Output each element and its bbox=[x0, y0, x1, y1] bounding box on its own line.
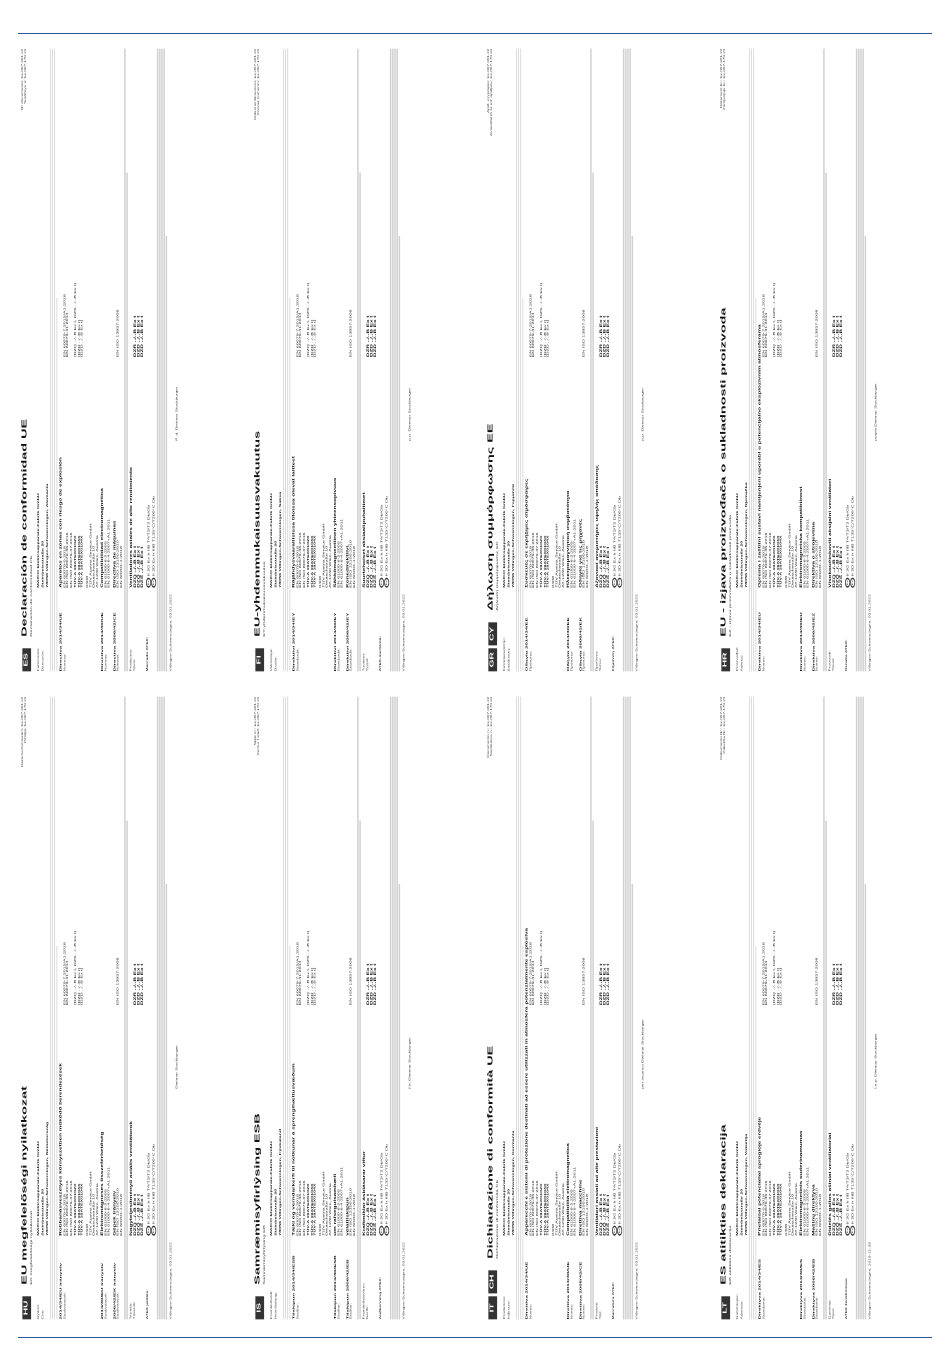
manufacturer-label: Fabricante: bbox=[36, 647, 40, 672]
atex-norms: Norme: EN 60079-0:2018 EN ISO 80079-36:2016 EN ISO 80079-37:2016 EN 60079-7:2015/A1:2018 EN 60079-31:2014 bbox=[528, 942, 539, 1320]
legal-text-block bbox=[283, 697, 291, 1320]
document-number: Dokumentumszám: Ex-007.301.22 Pótolja: Ex-007.170.21 bbox=[20, 696, 27, 768]
notified-body: 0408 TÜV Austria Service GmbH Deutschstraße 10 AT-1230 Wien, Austria bbox=[551, 523, 565, 588]
ebt-certificates: TÜV-A 19ATEX0102X TÜV-A 19ATEX0103X TÜV-A 19ATEX0104X (DZQ ../..B Ex t, DZS ../..B Ex t) (DZR ../..B Ex t) (DZD ../..B Ex t) bbox=[540, 930, 550, 1236]
declaration-title: Δήλωση συμμόρφωσης ΕΕ bbox=[486, 423, 495, 611]
country-code-badge: ES bbox=[22, 648, 31, 671]
ex-mark-icon: Ex bbox=[612, 1226, 617, 1236]
address-city: 78056 Villingen-Schwenningen, Γερμανία bbox=[511, 483, 515, 588]
notified-body: 0408 TÜV Austria Service GmbH Deutschstraße 10 AT-1230 Wien, Austria bbox=[551, 1171, 565, 1236]
atex-marking: Marcatura ATEX: ExII 2G Ex h IIB T4/T3/T2 Db/Gb ExII 2D Ex h IIIB T135°C/T200°C Db bbox=[611, 1144, 621, 1320]
machinery-norms: Πρότυπα: EN ISO 12100:2010 EN 60204-1:2018 EN ISO 13857:2008 bbox=[582, 309, 589, 672]
ex-mark-icon: Ex bbox=[151, 1226, 156, 1236]
address-city: 78056 Villingen-Schwenningen, Germania bbox=[511, 1130, 515, 1236]
products: Prodotti: Ventilatori assiali ad alte prestazioni bbox=[594, 1127, 599, 1320]
legal-text-block-2 bbox=[823, 697, 826, 1320]
manufacturer-label: Proizvođač: bbox=[735, 646, 739, 672]
directive-emc: Direktyva 2014/30/ES Elektromagnetinis suderinamumas bbox=[799, 1130, 804, 1320]
types-list: Tyypit: DZQ ../..B Ex t DZQ ../..B Ex t DZS ../..B Ex t DZR ../..B Ex t DZD ../..B Ex t DZD ../..B Ex t bbox=[365, 315, 378, 672]
declaration-title: EU-yhdenmukaisuusvakuutus bbox=[253, 430, 262, 637]
declaration-subtitle: Declaración de conformidad CE bbox=[28, 555, 33, 637]
machinery-norms: Norme: EN ISO 12100:2010 EN 60204-1:2018 EN ISO 13857:2008 bbox=[582, 957, 589, 1320]
atex-marking: ATEX-merkintä: ExII 2G Ex h IIB T4/T3/T2 Db/Gb ExII 2D Ex h IIIB T135°C/T200°C Db bbox=[378, 496, 388, 672]
country-code-badge-2: CY bbox=[488, 622, 497, 645]
directive-emc: Direktiva 2014/30/EU Elektromagnetska kompatibilnost bbox=[799, 486, 804, 672]
declaration-sheet bbox=[717, 688, 933, 1328]
directive-atex: Direktyva 2014/34/ES Prietaisai potencialiai sprogioje erdvėje bbox=[757, 1116, 762, 1320]
address-street: Steinbeisstraße 20 bbox=[274, 540, 278, 588]
signature: I.e.p. Dietmar Stockburger bbox=[874, 1033, 878, 1089]
place-date: Villingen-Schwenningen, 03.01.2022 bbox=[401, 1242, 405, 1320]
ebt-certificates: TÜV-A 19ATEX0102X TÜV-A 19ATEX0103X TÜV-A 19ATEX0104X (DZQ ../..B Ex t, DZS ../..B Ex t) (DZR ../..B Ex t) (DZD ../..B Ex t) bbox=[540, 282, 550, 588]
signature: per incarico Dietmar Stockburger bbox=[641, 1019, 645, 1089]
machinery-norms: Norme: EN ISO 12100:2010 EN 60204-1:2018 EN ISO 13857:2008 bbox=[815, 309, 822, 672]
machinery-norms: Standardit: EN ISO 12100:2010 EN 60204-1:2018 EN ISO 13857:2008 bbox=[349, 309, 356, 672]
declaration-subtitle: Dichiarazione di conformità CE bbox=[494, 1179, 499, 1259]
legal-text-block-2 bbox=[357, 697, 360, 1320]
directive-machinery: Direktiivi 2006/42/EY Konedirektiivi. bbox=[345, 544, 350, 672]
ex-mark-icon: Ex bbox=[850, 1226, 855, 1236]
directive-atex: Tilskipun 2014/34/ESB Tæki og verndarkerfi til notkunar á sprengihættusvæðum bbox=[291, 1063, 296, 1320]
address-label: Cím: bbox=[41, 1309, 45, 1320]
notified-body: 0408 TÜV Austria Service GmbH Deutschstraße 10 AT-1230 Wien, Austria bbox=[784, 1171, 798, 1236]
ex-mark-icon: Ex bbox=[384, 578, 389, 588]
directive-emc: 2014/30/EU irányelv Elektromágneses összeférhetőség bbox=[100, 1131, 105, 1320]
atex-norms: Staðlar: EN 60079-0:2018 EN ISO 80079-36:2016 EN ISO 80079-37:2016 EN 60079-7:2015/A1:2018 EN 60079-31:2014 bbox=[295, 942, 306, 1320]
address-city: 78056 Villingen-Schwenningen, Njemačka bbox=[744, 482, 748, 588]
directive-machinery: Direttiva 2006/42/CE Direttiva macchine bbox=[578, 1179, 583, 1320]
declaration-body bbox=[503, 697, 645, 1320]
ex-mark-icon: Ex bbox=[617, 1226, 622, 1236]
address-city: 78056 Villingen-Schwenningen, Alemania bbox=[45, 483, 49, 588]
declaration-sheet bbox=[717, 40, 933, 680]
country-code-badge: HR bbox=[721, 648, 730, 671]
ex-mark-icon: Ex bbox=[146, 578, 151, 588]
products: Termék: Nagyteljesítményű axiális ventilátorok bbox=[128, 1121, 133, 1320]
emc-norms: Standardit: EN 61000-6-2:2005 EN 61000-6-4:2007+A1:2011 bbox=[337, 518, 344, 672]
notified-body: 0408 TÜV Austria Service GmbH Deutschstraße 10 AT-1230 Wien, Austria bbox=[318, 523, 332, 588]
ebt-certificates: TÜV-A 19ATEX0102X TÜV-A 19ATEX0103X TÜV-A 19ATEX0104X (DZQ ../..B Ex t, DZS ../..B Ex t) (DZR ../..B Ex t) (DZD ../..B Ex t) bbox=[307, 282, 317, 588]
directive-emc: Tilskipun 2014/30/ESB um rafsegulsamhæfi bbox=[333, 1173, 338, 1320]
atex-marking: Marcado ATEX: ExII 2G Ex h IIB T4/T3/T2 Db/Gb ExII 2D Ex h IIIB T135°C/T200°C Db bbox=[145, 496, 155, 672]
address-label: Indirizzo: bbox=[507, 1300, 511, 1320]
signature: p.p. Dietmar Stockburger bbox=[641, 387, 645, 441]
types-list: Τύποι: DZQ ../..B Ex t DZQ ../..B Ex t DZS ../..B Ex t DZR ../..B Ex t DZD ../..B Ex t DZD ../..B Ex t bbox=[598, 315, 611, 672]
country-code-badge: FI bbox=[255, 648, 264, 671]
declaration-sheet bbox=[18, 688, 234, 1328]
country-code-badge: IS bbox=[255, 1296, 264, 1319]
types-list: Tipai: DZQ ../..B Ex t DZQ ../..B Ex t DZS ../..B Ex t DZR ../..B Ex t DZD ../..B Ex t DZD ../..B Ex t bbox=[831, 963, 844, 1320]
place-date: Villingen-Schwenningen, 2019-11-28 bbox=[867, 1242, 871, 1320]
notified-body: 0408 TÜV Austria Service GmbH Deutschstraße 10 AT-1230 Wien, Austria bbox=[318, 1171, 332, 1236]
address-street: Steinbeisstraße 20 bbox=[274, 1188, 278, 1236]
directive-atex: Direttiva 2014/34/UE Apparecchi e sistemi di protezione destinati ad essere utilizzati in atmosfera potenzialmente esplosiva bbox=[524, 928, 529, 1320]
manufacturer-label: Produttore: bbox=[502, 1295, 506, 1320]
top-rule bbox=[18, 33, 932, 34]
declaration-sheet bbox=[484, 40, 700, 680]
manufacturer-name: MAICO Elektroapparate-Fabrik GmbH bbox=[502, 1141, 506, 1236]
legal-text-block-3 bbox=[390, 697, 400, 1320]
atex-norms: Standardit: EN 60079-0:2018 EN ISO 80079-36:2016 EN ISO 80079-37:2016 EN 60079-7:2015/A1:2018 EN 60079-31:2014 bbox=[295, 294, 306, 672]
legal-text-block-2 bbox=[590, 697, 593, 1320]
legal-text-block bbox=[516, 49, 524, 672]
atex-norms: Norme: EN 60079-0:2018 EN ISO 80079-36:2016 EN ISO 80079-37:2016 EN 60079-7:2015/A1:2018 EN 60079-31:2014 bbox=[761, 294, 772, 672]
ebt-certificates: TÜV-A 19ATEX0102X TÜV-A 19ATEX0103X TÜV-A 19ATEX0104X (DZQ ../..B Ex t, DZS ../..B Ex t) (DZR ../..B Ex t) (DZD ../..B Ex t) bbox=[74, 282, 84, 588]
ebt-certificates: TÜV-A 19ATEX0102X TÜV-A 19ATEX0103X TÜV-A 19ATEX0104X (DZQ ../..B Ex t, DZS ../..B Ex t) (DZR ../..B Ex t) (DZD ../..B Ex t) bbox=[773, 282, 783, 588]
signature: potpis Dietmar Stockburger bbox=[874, 383, 878, 441]
declaration-title: EU - izjava proizvođača o sukladnosti proizvoda bbox=[719, 307, 728, 637]
ex-mark-icon: Ex bbox=[151, 578, 156, 588]
products: Productos: Ventiladores axiales de alto rendimiento bbox=[128, 467, 133, 672]
legal-text-block-3 bbox=[390, 49, 400, 672]
ebt-certificates: TÜV-A 19ATEX0102X TÜV-A 19ATEX0103X TÜV-A 19ATEX0104X (DZQ ../..B Ex t, DZS ../..B Ex t) (DZR ../..B Ex t) (DZD ../..B Ex t) bbox=[74, 930, 84, 1236]
manufacturer-name: MAICO Elektroapparate-Fabrik GmbH bbox=[36, 1141, 40, 1236]
declaration-title: Samræmisyfirlýsing ESB bbox=[253, 1113, 262, 1285]
directive-emc: Directiva 2014/30/UE Compatibilidad electromagnética bbox=[100, 488, 105, 672]
products: Tuotteet: Suurtehoiset aksiaalipuhaltimet bbox=[361, 492, 366, 672]
legal-text-block-3 bbox=[856, 49, 866, 672]
place-date: Villingen-Schwenningen, 03.01.2022 bbox=[634, 594, 638, 672]
declaration-body bbox=[270, 697, 412, 1320]
legal-text-block bbox=[749, 49, 757, 672]
machinery-norms: Normas: EN ISO 12100:2010 EN 60204-1:2018 EN ISO 13857:2008 bbox=[116, 309, 123, 672]
products: Gaminiai: Didelės galios ašiniai ventiliatoriai bbox=[827, 1132, 832, 1320]
products: Προϊόντα: Αξονικοί ανεμιστήρες υψηλής απόδοσης bbox=[594, 465, 599, 672]
emc-norms: Normas: EN 61000-6-2:2005 EN 61000-6-4:2007+A1:2011 bbox=[104, 518, 111, 672]
directive-atex: Οδηγία 2014/34/ΕΕ Συσκευές σε εκρήξιμες ατμόσφαιρες bbox=[524, 478, 529, 672]
manufacturer-name: MAICO Elektroapparate-Fabrik GmbH bbox=[735, 493, 739, 588]
directive-machinery: Directiva 2006/42/CE Directiva de máquinas bbox=[112, 520, 117, 672]
address-label: Heimilisfang: bbox=[274, 1292, 278, 1320]
atex-marking: Oznaka ATEX: ExII 2G Ex h IIB T4/T3/T2 Db/Gb ExII 2D Ex h IIIB T135°C/T200°C Db bbox=[844, 496, 854, 672]
types-list: Gerðir: DZQ ../..B Ex t DZQ ../..B Ex t DZS ../..B Ex t DZR ../..B Ex t DZD ../..B Ex t DZD ../..B Ex t bbox=[365, 963, 378, 1320]
atex-marking: ATEX ženklinimas: ExII 2G Ex h IIB T4/T3/T2 Db/Gb ExII 2D Ex h IIIB T135°C/T200°C Db bbox=[844, 1144, 854, 1320]
place-date: Villingen-Schwenningen, 03.01.2022 bbox=[401, 594, 405, 672]
declaration-body bbox=[736, 49, 878, 672]
types-list: Tipovi: DZQ ../..B Ex t DZQ ../..B Ex t DZS ../..B Ex t DZR ../..B Ex t DZD ../..B Ex t DZD ../..B Ex t bbox=[831, 315, 844, 672]
emc-norms: Staðlar: EN 61000-6-2:2005 EN 61000-6-4:2007+A1:2011 bbox=[337, 1166, 344, 1320]
declaration-body bbox=[503, 49, 645, 672]
address-street: Steinbeisstraße 20 bbox=[740, 1188, 744, 1236]
declaration-body bbox=[37, 49, 179, 672]
machinery-norms: Szabványok: EN ISO 12100:2010 EN 60204-1:2018 EN ISO 13857:2008 bbox=[116, 957, 123, 1320]
country-code-badge: IT bbox=[488, 1296, 497, 1319]
ex-mark-icon: Ex bbox=[146, 1226, 151, 1236]
emc-norms: Norme: EN 61000-6-2:2005 EN 61000-6-4:2007+A1:2011 bbox=[570, 1166, 577, 1320]
legal-text-block-2 bbox=[124, 49, 127, 672]
signature: p.p. Dietmar Stockburger bbox=[408, 387, 412, 441]
ex-mark-icon: Ex bbox=[617, 578, 622, 588]
emc-norms: Norme: EN 61000-6-2:2005 EN 61000-6-4:2007+A1:2011 bbox=[803, 518, 810, 672]
directive-machinery: Tilskipun 2006/42/EB vélatilskipun bbox=[345, 1197, 350, 1320]
ex-mark-icon: Ex bbox=[379, 578, 384, 588]
manufacturer-label: Gamintojas: bbox=[735, 1293, 739, 1320]
address-street: Steinbeisstraße 20 bbox=[41, 1188, 45, 1236]
document-number: Nº documento: Ex-007.301.22 Sustituye a: Ex-007.170.21 bbox=[20, 48, 27, 111]
legal-text-block-3 bbox=[856, 697, 866, 1320]
address-city: 78056 Villingen-Schwenningen, Saksa bbox=[278, 491, 282, 588]
declaration-subtitle: EZ - izjava proizvođača o sukladnosti proizvoda bbox=[727, 514, 732, 637]
directive-machinery: Direktiva 2006/42/EZ Direktiva o strojevima bbox=[811, 521, 816, 672]
address-label: Osoite: bbox=[274, 656, 278, 672]
atex-marking: Σήμανση ATEX: ExII 2G Ex h IIB T4/T3/T2 Db/Gb ExII 2D Ex h IIIB T135°C/T200°C Db bbox=[611, 496, 621, 672]
legal-text-block bbox=[50, 49, 58, 672]
ex-mark-icon: Ex bbox=[845, 578, 850, 588]
atex-norms: Szabványok: EN 60079-0:2018 EN ISO 80079-36:2016 EN ISO 80079-37:2016 EN 60079-7:2015/A1:2018 EN 60079-31:2014 bbox=[62, 942, 73, 1320]
declaration-sheet bbox=[251, 688, 467, 1328]
types-list: Típusok: DZQ ../..B Ex t DZQ ../..B Ex t DZS ../..B Ex t DZR ../..B Ex t DZD ../..B Ex t DZD ../..B Ex t bbox=[132, 963, 145, 1320]
legal-text-block-3 bbox=[623, 697, 633, 1320]
declaration-sheet bbox=[251, 40, 467, 680]
document-number: Dokumenttinumero: Ex-007.301.22 Korvaa numeron: Ex-007.170.21 bbox=[253, 48, 260, 120]
address-street: Steinbeisstraße 20 bbox=[507, 540, 511, 588]
address-label: Dirección: bbox=[41, 650, 45, 672]
declaration-title: Dichiarazione di conformità UE bbox=[486, 1045, 495, 1259]
directive-emc: Οδηγία 2014/30/ΕΕ Ηλεκτρομαγνητική συμβατότητα bbox=[566, 490, 571, 672]
ex-mark-icon: Ex bbox=[384, 1226, 389, 1236]
signature: P. d. Dietmar Stockburger bbox=[175, 386, 179, 441]
country-code-badge: LT bbox=[721, 1296, 730, 1319]
types-list: Tipi: DZQ ../..B Ex t DZQ ../..B Ex t DZS ../..B Ex t DZR ../..B Ex t DZD ../..B Ex t DZD ../..B Ex t bbox=[598, 963, 611, 1320]
country-code-badge: GR bbox=[488, 648, 497, 671]
manufacturer-name: MAICO Elektroapparate-Fabrik GmbH bbox=[735, 1141, 739, 1236]
products: Framleiðsluvörur: Kraftmiklar ásblásarar viftur bbox=[361, 1151, 366, 1320]
legal-text-block-3 bbox=[157, 49, 167, 672]
address-city: 78056 Villingen-Schwenningen, Þýskaland bbox=[278, 1128, 282, 1236]
ex-mark-icon: Ex bbox=[850, 578, 855, 588]
manufacturer-name: MAICO Elektroapparate-Fabrik GmbH bbox=[269, 493, 273, 588]
address-city: 78056 Villingen-Schwenningen, Németország bbox=[45, 1121, 49, 1236]
legal-text-block bbox=[749, 697, 757, 1320]
atex-norms: Πρότυπα: EN 60079-0:2018 EN ISO 80079-36:2016 EN ISO 80079-37:2016 EN 60079-7:2015/A1:2018 EN 60079-31:2014 bbox=[528, 294, 539, 672]
declaration-sheet bbox=[18, 40, 234, 680]
address-label: Adresa: bbox=[740, 654, 744, 672]
directive-atex: 2014/34/EU irányelv Robbanásveszélyes környezetben működő berendezések bbox=[58, 1063, 63, 1320]
legal-text-block-2 bbox=[124, 697, 127, 1320]
signature: Dietmar Stockburger bbox=[175, 1045, 179, 1089]
address-street: Steinbeisstraße 20 bbox=[507, 1188, 511, 1236]
atex-marking: ATEX jelölés: ExII 2G Ex h IIB T4/T3/T2 Db/Gb ExII 2D Ex h IIIB T135°C/T200°C Db bbox=[145, 1144, 155, 1320]
ebt-certificates: TÜV-A 19ATEX0102X TÜV-A 19ATEX0103X TÜV-A 19ATEX0104X (DZQ ../..B Ex t, DZS ../..B Ex t) (DZR ../..B Ex t) (DZD ../..B Ex t) bbox=[307, 930, 317, 1236]
legal-text-block-3 bbox=[157, 697, 167, 1320]
manufacturer-name: MAICO Elektroapparate-Fabrik GmbH bbox=[36, 493, 40, 588]
declaration-body bbox=[736, 697, 878, 1320]
country-code-badge: HU bbox=[22, 1296, 31, 1319]
emc-norms: Standartai: EN 61000-6-2:2005 EN 61000-6-4:2007+A1:2011 bbox=[803, 1166, 810, 1320]
legal-text-block-2 bbox=[357, 49, 360, 672]
declaration-body bbox=[37, 697, 179, 1320]
declaration-subtitle: EB atitikties deklaracija bbox=[727, 1225, 732, 1285]
atex-norms: Standartai: EN 60079-0:2018 EN ISO 80079-36:2016 EN ISO 80079-37:2016 EN 60079-7:2015/A1:2018 EN 60079-31:2014 bbox=[761, 942, 772, 1320]
manufacturer-label: Gyártó: bbox=[36, 1303, 40, 1320]
manufacturer-name: MAICO Elektroapparate-Fabrik GmbH bbox=[269, 1141, 273, 1236]
directive-atex: Directiva 2014/34/UE Aparatos en zonas con riesgo de explosión bbox=[58, 457, 63, 672]
atex-norms: Normas: EN 60079-0:2018 EN ISO 80079-36:2016 EN ISO 80079-37:2016 EN 60079-7:2015/A1:2018 EN 60079-31:2014 bbox=[62, 294, 73, 672]
declaration-subtitle: Samræmisyfirlýsing EB bbox=[261, 1225, 266, 1285]
declaration-title: ES atitikties deklaracija bbox=[719, 1124, 728, 1285]
directive-atex: Direktiva 2014/34/EU Oprema i zaštitni sustavi namijenjeni uporabi u potencijalno eksplozivnim atmosferama bbox=[757, 324, 762, 672]
types-list: Tipos: DZQ ../..B Ex t DZQ ../..B Ex t DZS ../..B Ex t DZR ../..B Ex t DZD ../..B Ex t DZD ../..B Ex t bbox=[132, 315, 145, 672]
products: Proizvodi: Visokoučinkoviti aksijalni ventilatori bbox=[827, 478, 832, 672]
emc-norms: Szabványok: EN 61000-6-2:2005 EN 61000-6-4:2007+A1:2011 bbox=[104, 1166, 111, 1320]
declaration-title: EU megfelelőségi nyilatkozat bbox=[20, 1086, 29, 1285]
address-label: Διεύθυνση: bbox=[507, 647, 511, 672]
declaration-title: Declaración de conformidad UE bbox=[20, 418, 29, 637]
ex-mark-icon: Ex bbox=[379, 1226, 384, 1236]
directive-machinery: Οδηγία 2006/42/ΕΚ Οδηγία για τις μηχανές bbox=[578, 518, 583, 672]
manufacturer-name: MAICO Elektroapparate-Fabrik GmbH bbox=[502, 493, 506, 588]
directive-emc: Direttiva 2014/30/UE Compatibilità elettromagnetica bbox=[566, 1143, 571, 1320]
declaration-subtitle: EY-yhdenmukaisuusvakuutus bbox=[261, 561, 266, 637]
legal-text-block-2 bbox=[590, 49, 593, 672]
document-number: Documento n.: Ex-007.301.22 Sostituisce n.: Ex-007.170.21 bbox=[486, 696, 493, 758]
directive-machinery: Direktyva 2006/42/EB Mašinų direktyva bbox=[811, 1184, 816, 1320]
manufacturer-label: Framleiðandi: bbox=[269, 1290, 273, 1320]
legal-text-block bbox=[50, 697, 58, 1320]
notified-body: 0408 TÜV Austria Service GmbH Deutschstraße 10 AT-1230 Wien, Austria bbox=[85, 523, 99, 588]
document-number: Dokumento Nr.: Ex-007.301.22 Pakeičia Nr.: Ex-007.170.21 bbox=[719, 696, 726, 760]
place-date: Villingen-Schwenningen, 03.01.2022 bbox=[867, 594, 871, 672]
notified-body: 0408 TÜV Austria Service GmbH Deutschstraße 10 AT-1230 Wien, Austria bbox=[784, 523, 798, 588]
directive-machinery: 2006/42/EK irányelv Gépek irányelv bbox=[112, 1190, 117, 1320]
manufacturer-label: Κατασκευαστής: bbox=[502, 637, 506, 672]
emc-norms: Πρότυπα: EN 61000-6-2:2005 EN 61000-6-4:2007+A1:2011 bbox=[570, 518, 577, 672]
declaration-subtitle: EK megfelelőségi nyilatkozat bbox=[28, 1211, 33, 1285]
legal-text-block bbox=[283, 49, 291, 672]
declaration-sheet bbox=[484, 688, 700, 1328]
legal-text-block-3 bbox=[623, 49, 633, 672]
legal-text-block bbox=[516, 697, 524, 1320]
legal-text-block-2 bbox=[823, 49, 826, 672]
machinery-norms: Staðlar: EN ISO 12100:2010 EN 60204-1:2018 EN ISO 13857:2008 bbox=[349, 957, 356, 1320]
document-number: Dokument br.: Ex-007.301.22 Zamjenjuje br.: Ex-007.170.21 bbox=[719, 48, 726, 110]
signature: f.h. Dietmar Stockburger bbox=[408, 1037, 412, 1089]
place-date: Villingen-Schwenningen, 03.01.2022 bbox=[634, 1242, 638, 1320]
ex-mark-icon: Ex bbox=[845, 1226, 850, 1236]
ex-mark-icon: Ex bbox=[612, 578, 617, 588]
declaration-body bbox=[270, 49, 412, 672]
document-number: Αριθ. εγγράφου: Ex-007.301.22 Αντικαθιστά το υπ' αριθμόν: Ex-007.170.21 bbox=[486, 48, 493, 136]
place-date: Villingen-Schwenningen, 03.01.2022 bbox=[168, 594, 172, 672]
machinery-norms: Standartai: EN ISO 12100:2010 EN 60204-1:2018 EN ISO 13857:2008 bbox=[815, 957, 822, 1320]
declaration-subtitle: Δήλωση συμμόρφωσης ΕΚ bbox=[494, 541, 499, 611]
country-code-badge-2: CH bbox=[488, 1270, 497, 1293]
address-street: Steinbeisstraße 20 bbox=[41, 540, 45, 588]
directive-atex: Direktiivi 2014/34/EY Räjähdysvaarallisissa tiloissa olevat laitteet bbox=[291, 456, 296, 672]
notified-body: 0408 TÜV Austria Service GmbH Deutschstraße 10 AT-1230 Wien, Austria bbox=[85, 1171, 99, 1236]
document-number: Skjal nr.: Ex-007.301.22 Kemur í stað: Ex-007.170.21 bbox=[253, 696, 260, 756]
ebt-certificates: TÜV-A 19ATEX0102X TÜV-A 19ATEX0103X TÜV-A 19ATEX0104X (DZQ ../..B Ex t, DZS ../..B Ex t) (DZR ../..B Ex t) (DZD ../..B Ex t) bbox=[773, 930, 783, 1236]
atex-marking: Auðkenning ATEX: ExII 2G Ex h IIB T4/T3/T2 Db/Gb ExII 2D Ex h IIIB T135°C/T200°C Db bbox=[378, 1144, 388, 1320]
directive-emc: Direktiivi 2014/30/EY Sähkömagneettinen yhteensopivuus bbox=[333, 477, 338, 672]
address-label: Adresas: bbox=[740, 1300, 744, 1320]
manufacturer-label: Valmistaja: bbox=[269, 648, 273, 672]
bottom-rule bbox=[18, 1337, 932, 1338]
place-date: Villingen-Schwenningen, 03.01.2022 bbox=[168, 1242, 172, 1320]
address-city: 78056 Villingen-Schwenningen, Vokietija bbox=[744, 1133, 748, 1236]
address-street: Steinbeisstraße 20 bbox=[740, 540, 744, 588]
